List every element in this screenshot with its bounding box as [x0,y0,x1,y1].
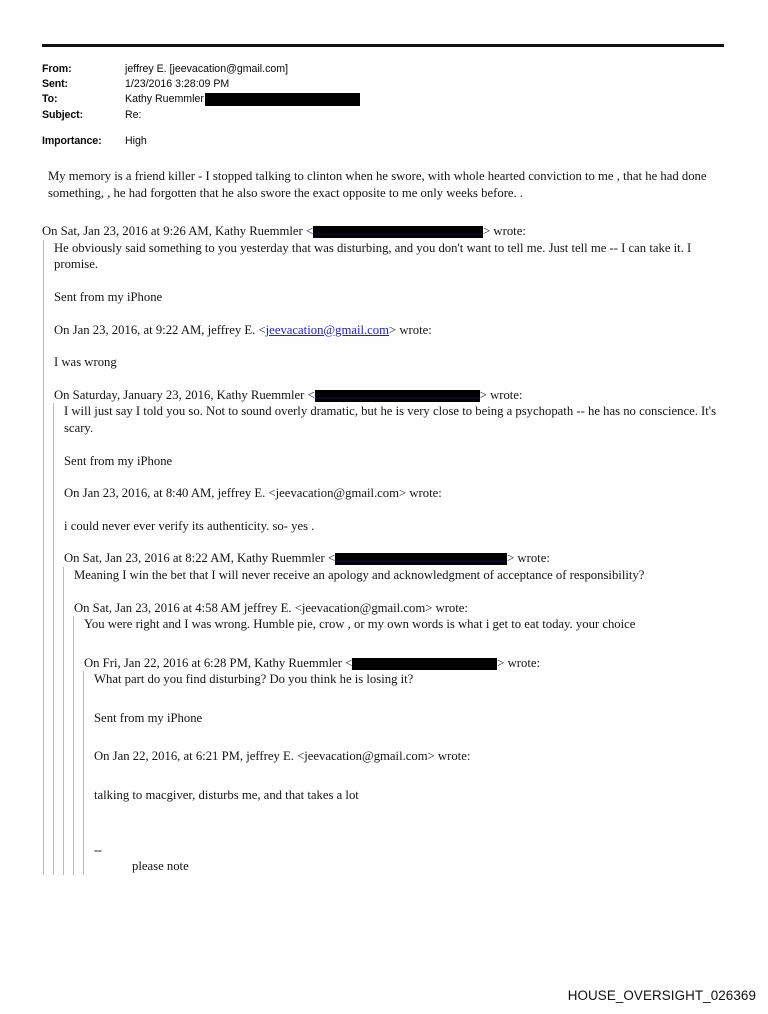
signature-separator-dashes: -- [94,842,102,857]
to-value [125,92,360,107]
signature-q5: Sent from my iPhone [94,710,203,725]
from-label: From: [42,63,72,75]
redaction-bar-q1-email [313,226,483,238]
spacer [52,273,734,289]
spacer [82,633,734,655]
quote-block-level-2 [53,403,734,875]
quote-body-q5: What part do you find disturbing? Do you think he is losing it? [94,672,414,687]
quote-header-q5-prefix: On Fri, Jan 22, 2016 at 6:28 PM, Kathy Ruemmler < [84,655,353,670]
quote-block-level-5 [83,671,734,875]
quote-header-q1-reply-prefix: On Jan 23, 2016, at 9:22 AM, jeffrey E. < [54,322,266,337]
quote-block-level-3 [63,567,734,875]
quote-body-q1-reply: I was wrong [54,355,117,370]
to-recipient-name: Kathy Ruemmler [125,93,204,106]
redaction-bar-q2-email [315,390,480,402]
from-value: jeffrey E. [jeevacation@gmail.com] [125,63,289,75]
body-spacer [42,201,734,223]
header-row-from [42,62,732,77]
signature-note-text: please note [132,859,189,874]
quote-header-q1-suffix: > wrote: [483,224,526,239]
quote-level-3-inner [72,567,734,875]
header-row-to [42,92,732,107]
bates-stamp: HOUSE_OVERSIGHT_026369 [567,988,756,1003]
quote-header-q2 [52,387,734,404]
spacer [92,826,734,842]
quote-header-q1-reply-suffix: > wrote: [389,322,432,337]
quote-body-q5-reply: talking to macgiver, disturbs me, and that takes a lot [94,788,359,803]
importance-value: High [125,134,147,147]
quote-header-q3-prefix: On Sat, Jan 23, 2016 at 8:22 AM, Kathy Ruemmler < [64,551,336,566]
spacer [92,765,734,787]
quote-header-q5-reply: On Jan 22, 2016, at 6:21 PM, jeffrey E. <jeevacation@gmail.com> wrote: [94,749,471,764]
spacer [72,584,734,600]
header-gap [42,123,732,134]
quote-level-1-inner [52,240,734,875]
redaction-bar-q5-email [352,658,497,670]
importance-label: Importance: [42,134,102,147]
spacer [52,338,734,354]
header-row-importance [42,134,732,149]
quote-body-q1: He obviously said something to you yesterday that was disturbing, and you don't want to tell me. Just tell me -- I can take it. I promise. [54,240,692,272]
quote-body-q2-reply: i could never ever verify its authenticity. so- yes . [64,518,315,533]
quote-level-5-inner [92,671,734,875]
quote-header-q5 [82,655,734,672]
email-link-jeevacation[interactable]: jeevacation@gmail.com [265,322,390,337]
quote-header-q5-suffix: > wrote: [497,655,541,670]
quote-header-q3 [62,550,734,567]
quote-header-q4: On Sat, Jan 23, 2016 at 4:58 AM jeffrey E. <jeevacation@gmail.com> wrote: [74,600,468,615]
subject-value: Re: [125,108,142,121]
message-body-text: My memory is a friend killer - I stopped talking to clinton when he swore, with whole hearted conviction to me , that he had done something, , he had forgotten that he also swore the exact opposite to me only weeks before. . [48,169,707,200]
quote-level-2-inner [62,403,734,875]
redaction-bar-to-field [205,93,360,106]
spacer [92,804,734,826]
quote-header-q3-suffix: > wrote: [507,551,550,566]
redaction-bar-q3-email [335,553,507,565]
header-row-sent [42,77,732,92]
quote-body-q4: You were right and I was wrong. Humble pie, crow , or my own words is what i get to eat today. your choice [84,617,636,632]
spacer [92,688,734,710]
quote-header-q1-reply [52,322,734,339]
spacer [62,437,734,453]
quote-body-q2: I will just say I told you so. Not to sound overly dramatic, but he is very close to being a psychopath -- he has no conscience. It's scary. [64,404,717,435]
header-divider-rule [42,44,724,47]
quote-header-q1-prefix: On Sat, Jan 23, 2016 at 9:26 AM, Kathy Ruemmler < [42,224,314,239]
quote-body-q3: Meaning I win the bet that I will never receive an apology and acknowledgment of acceptance of responsibility? [74,567,645,582]
sent-label: Sent: [42,78,68,91]
to-label: To: [42,93,58,106]
quote-level-4-inner [82,616,734,875]
spacer [52,371,734,387]
spacer [62,502,734,518]
quote-header-q2-reply: On Jan 23, 2016, at 8:40 AM, jeffrey E. <jeevacation@gmail.com> wrote: [64,486,442,501]
email-header [42,62,732,149]
spacer [62,469,734,485]
signature-q1: Sent from my iPhone [54,289,163,304]
subject-label: Subject: [42,108,83,121]
email-body [42,168,734,875]
quote-block-level-4 [73,616,734,875]
sent-value: 1/23/2016 3:28:09 PM [125,78,230,91]
spacer [52,306,734,322]
quote-header-q2-prefix: On Saturday, January 23, 2016, Kathy Ruemmler < [54,387,315,402]
spacer [62,534,734,550]
header-row-subject [42,108,732,123]
signature-q2: Sent from my iPhone [64,453,173,468]
spacer [92,726,734,748]
quote-block-level-1 [43,240,734,875]
quote-header-q1 [42,223,734,240]
quote-header-q2-suffix: > wrote: [479,387,523,402]
